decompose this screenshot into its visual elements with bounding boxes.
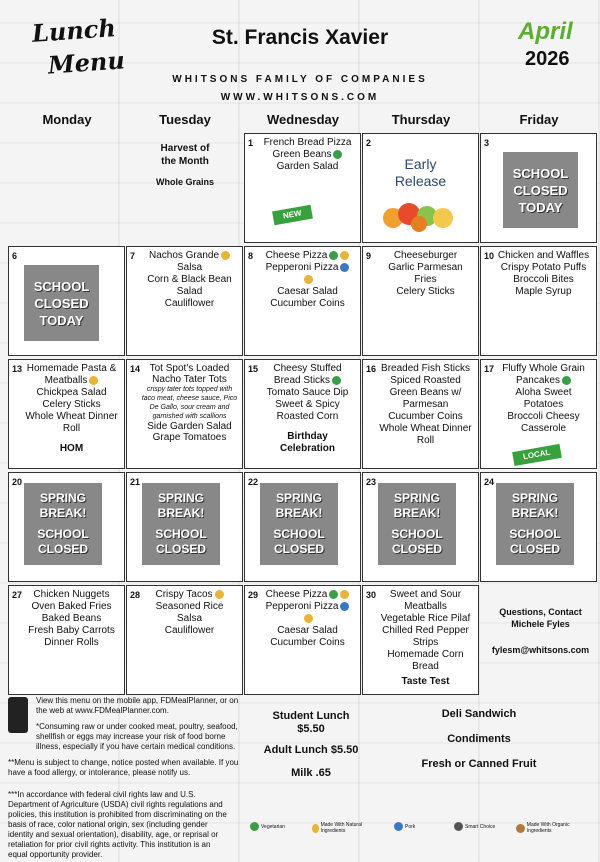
natural-ingredients-icon: [340, 590, 349, 599]
day-cell-15: [244, 359, 361, 469]
day-cell-9: [362, 246, 479, 356]
taste-test-note: Taste Test: [401, 676, 450, 687]
sign-text: CLOSED: [37, 542, 88, 556]
day-header-monday: Monday: [42, 112, 92, 127]
spring-break-sign: [260, 483, 338, 565]
menu-item: Aloha Sweet Potatoes: [515, 387, 572, 410]
menu-item: [259, 589, 356, 601]
legend-vegetarian: [248, 822, 285, 831]
menu-item: Seasoned Rice: [155, 601, 224, 612]
sign-text: SCHOOL: [509, 527, 561, 541]
company-website: WWW.WHITSONS.COM: [220, 92, 380, 103]
sign-text: SCHOOL: [37, 527, 89, 541]
sign-text: BREAK!: [157, 506, 205, 520]
menu-item: Salsa: [176, 613, 202, 624]
day-cell-28: [126, 585, 243, 695]
sign-text: SCHOOL: [391, 527, 443, 541]
legend-label: Vegetarian: [261, 823, 285, 830]
day-number: 29: [248, 590, 259, 600]
sign-text: SPRING: [511, 491, 558, 505]
vegetables-image: [381, 194, 461, 232]
menu-item-label: Homemade Pasta & Meatballs: [26, 363, 117, 386]
vegetarian-icon: [562, 376, 571, 385]
consume-note: *Consuming raw or under cooked meat, poultry, seafood, shellfish or eggs may increase your risk of food borne illness, especially if you have certain medical conditions.: [36, 722, 238, 751]
usda-text: ***In accordance with federal civil rights law and U.S. Department of Agriculture (USDA) civil rights regulations and policies, this institution is prohibited from discriminating on the basis of race, color national origin, sex (including gender identity and sexual orientation), disability, age, or reprisal or retaliation for prior civil rights activity. This institution is an equal opportunity provider.: [8, 790, 227, 859]
vegetarian-icon: [329, 251, 338, 260]
spring-break-sign: [142, 483, 220, 565]
menu-item-label: Pepperoni Pizza: [265, 262, 339, 273]
smart-choice-icon: [454, 822, 463, 831]
menu-item: Breaded Fish Sticks: [381, 363, 470, 374]
sign-text: TODAY: [518, 199, 563, 215]
day-cell-24: [480, 472, 597, 582]
sign-text: BREAK!: [39, 506, 87, 520]
sign-text: CLOSED: [391, 542, 442, 556]
day-cell-2: [362, 133, 479, 243]
deli-item: Condiments: [447, 733, 511, 745]
menu-item: Cucumber Coins: [270, 637, 345, 648]
sign-text: BREAK!: [275, 506, 323, 520]
menu-item: Corn & Black Bean Salad: [147, 274, 232, 297]
legend-label: Made With Organic Ingredients: [526, 822, 570, 834]
menu-item: Whole Wheat Dinner Roll: [25, 411, 118, 434]
menu-item: [259, 149, 356, 161]
day-header-thursday: Thursday: [391, 112, 451, 127]
natural-ingredients-icon: [304, 614, 313, 623]
natural-ingredients-icon: [89, 376, 98, 385]
menu-item: [23, 363, 120, 387]
menu-item: Cauliflower: [164, 625, 215, 636]
day-cell-14: [126, 359, 243, 469]
menu-title-menu: Menu: [47, 45, 126, 80]
sign-text: CLOSED: [34, 295, 89, 311]
vegetarian-icon: [333, 150, 342, 159]
pork-icon: [394, 822, 403, 831]
menu-item: Chickpea Salad: [36, 387, 107, 398]
year-label: 2026: [525, 48, 570, 70]
school-name: St. Francis Xavier: [211, 26, 389, 49]
day-cell-1: [244, 133, 361, 243]
prices: [256, 710, 366, 780]
contact-text: Questions, Contact Michele Fyles: [499, 607, 582, 629]
legend-label: Made With Natural Ingredients: [320, 822, 362, 834]
day-number: 3: [484, 138, 490, 148]
menu-item: [259, 613, 356, 625]
phone-icon: [8, 697, 28, 733]
early-release-text: Release: [394, 173, 447, 189]
menu-item: [259, 262, 356, 274]
student-price: Student Lunch $5.50: [272, 710, 350, 735]
change-note: **Menu is subject to change, notice posted when available. If you have a food allergy, or intolerance, please notify us.: [8, 758, 239, 777]
menu-item: Caesar Salad: [277, 286, 338, 297]
school-closed-sign: [503, 152, 578, 228]
menu-item: Dinner Rolls: [44, 637, 99, 648]
pork-icon: [340, 263, 349, 272]
sign-text: SPRING: [275, 491, 322, 505]
spring-break-sign: [378, 483, 456, 565]
day-cell-16: [362, 359, 479, 469]
menu-item: Caesar Salad: [277, 625, 338, 636]
hom-note: HOM: [59, 443, 84, 454]
day-number: 28: [130, 590, 141, 600]
day-number: 30: [366, 590, 377, 600]
day-cell-22: [244, 472, 361, 582]
natural-ingredients-icon: [304, 275, 313, 284]
menu-item: Garlic Parmesan Fries: [388, 262, 463, 285]
menu-item: Maple Syrup: [515, 286, 572, 297]
legend-organic: [514, 822, 594, 834]
menu-item: Broccoli Bites: [513, 274, 574, 285]
menu-item: Cauliflower: [164, 298, 215, 309]
sign-text: CLOSED: [509, 542, 560, 556]
menu-item: Chicken and Waffles: [497, 250, 590, 261]
usda-note: [8, 790, 592, 860]
menu-item: Celery Sticks: [396, 286, 455, 297]
menu-item-label: Cheese Pizza: [265, 589, 328, 600]
month-label: April: [518, 18, 573, 45]
day-number: 23: [366, 477, 377, 487]
menu-item: Crispy Potato Puffs: [500, 262, 587, 273]
deli-item: Fresh or Canned Fruit: [421, 758, 537, 770]
birthday-note: Birthday Celebration: [279, 431, 335, 454]
menu-item: [259, 250, 356, 262]
menu-item: Grape Tomatoes: [152, 432, 227, 443]
menu-item-label: Green Beans: [272, 149, 332, 160]
natural-ingredients-icon: [340, 251, 349, 260]
app-note: View this menu on the mobile app, FDMealPlanner, or on the web at www.FDMealPlanner.com.: [36, 696, 239, 715]
menu-item: Broccoli Cheesy Casserole: [507, 411, 580, 434]
legend-label: Smart Choice: [465, 823, 496, 830]
menu-item: [495, 363, 592, 387]
spring-break-sign: [496, 483, 574, 565]
menu-item: Chilled Red Pepper Strips: [382, 625, 469, 648]
menu-item: Spiced Roasted Green Beans w/ Parmesan: [389, 375, 462, 410]
legend-smart-choice: [452, 822, 496, 831]
sign-text: SCHOOL: [33, 278, 90, 294]
menu-item: Cucumber Coins: [388, 411, 463, 422]
day-number: 10: [484, 251, 495, 261]
day-number: 2: [366, 138, 372, 148]
sign-text: TODAY: [39, 312, 84, 328]
menu-item: [259, 601, 356, 613]
day-number: 27: [12, 590, 23, 600]
vegetarian-icon: [329, 590, 338, 599]
new-banner: NEW: [272, 205, 313, 226]
day-cell-6: [8, 246, 125, 356]
menu-item: Whole Wheat Dinner Roll: [379, 423, 472, 446]
early-release-text: Early: [404, 156, 437, 172]
day-cell-3: [480, 133, 597, 243]
vegetarian-icon: [250, 822, 259, 831]
sign-text: CLOSED: [155, 542, 206, 556]
menu-title-lunch: Lunch: [31, 13, 117, 48]
menu-item: Oven Baked Fries: [31, 601, 112, 612]
school-closed-sign: [24, 265, 99, 341]
sign-text: CLOSED: [513, 182, 568, 198]
day-number: 21: [130, 477, 141, 487]
day-number: 20: [12, 477, 23, 487]
menu-item-label: Fluffy Whole Grain Pancakes: [502, 363, 585, 386]
menu-item: [141, 250, 238, 262]
day-number: 14: [130, 364, 141, 374]
day-number: 8: [248, 251, 254, 261]
menu-item: Salsa: [176, 262, 202, 273]
menu-item-label: Cheesy Stuffed Bread Sticks: [273, 363, 342, 386]
sign-text: SCHOOL: [155, 527, 207, 541]
sign-text: BREAK!: [393, 506, 441, 520]
day-number: 16: [366, 364, 377, 374]
menu-item: Cucumber Coins: [270, 298, 345, 309]
menu-item: [259, 363, 356, 387]
day-cell-29: [244, 585, 361, 695]
menu-item: Chicken Nuggets: [33, 589, 110, 600]
sign-text: SPRING: [157, 491, 204, 505]
menu-item: Fresh Baby Carrots: [28, 625, 115, 636]
menu-item: [141, 589, 238, 601]
sign-text: SPRING: [39, 491, 86, 505]
day-cell-21: [126, 472, 243, 582]
day-header-friday: Friday: [519, 112, 559, 127]
day-number: 13: [12, 364, 23, 374]
harvest-subtitle: Whole Grains: [155, 177, 214, 187]
spring-break-sign: [24, 483, 102, 565]
day-header-wednesday: Wednesday: [266, 112, 339, 127]
day-cell-8: [244, 246, 361, 356]
day-number: 22: [248, 477, 259, 487]
harvest-title: Harvest of the Month: [160, 143, 210, 167]
legend-pork: [392, 822, 415, 831]
pork-icon: [340, 602, 349, 611]
company-name: WHITSONS FAMILY OF COMPANIES: [172, 74, 428, 85]
menu-item: Vegetable Rice Pilaf: [380, 613, 471, 624]
menu-item-description: crispy tater tots topped with taco meat, cheese sauce, Pico De Gallo, sour cream and garnished with scallions: [141, 386, 238, 420]
menu-item: Baked Beans: [41, 613, 102, 624]
organic-icon: [516, 824, 525, 833]
menu-item: [259, 274, 356, 286]
contact-email: fylesm@whitsons.com: [491, 645, 590, 655]
day-number: 17: [484, 364, 495, 374]
menu-item: French Bread Pizza: [263, 137, 352, 148]
contact-info: [488, 606, 593, 656]
menu-item-label: Pepperoni Pizza: [265, 601, 339, 612]
menu-item: Sweet & Spicy Roasted Corn: [275, 399, 340, 422]
day-cell-17: [480, 359, 597, 469]
day-number: 9: [366, 251, 372, 261]
local-banner: LOCAL: [512, 444, 561, 466]
menu-item: Sweet and Sour Meatballs: [389, 589, 462, 612]
harvest-of-month: [126, 142, 244, 189]
menu-item: Garden Salad: [276, 161, 339, 172]
day-number: 7: [130, 251, 136, 261]
menu-item-label: Crispy Tacos: [155, 589, 213, 600]
menu-item: Homemade Corn Bread: [387, 649, 464, 672]
day-cell-30: [362, 585, 479, 695]
sign-text: SCHOOL: [512, 165, 569, 181]
day-cell-27: [8, 585, 125, 695]
day-cell-10: [480, 246, 597, 356]
day-cell-23: [362, 472, 479, 582]
legend-label: Pork: [405, 823, 416, 830]
deli-item: Deli Sandwich: [441, 708, 517, 720]
day-number: 24: [484, 477, 495, 487]
menu-item-label: Nachos Grande: [148, 250, 220, 261]
milk-price: Milk .65: [291, 767, 331, 779]
day-number: 15: [248, 364, 259, 374]
natural-ingredients-icon: [221, 251, 230, 260]
menu-item: Side Garden Salad: [147, 421, 232, 432]
vegetarian-icon: [332, 376, 341, 385]
day-cell-20: [8, 472, 125, 582]
legend-natural: [310, 822, 370, 834]
menu-item-label: Cheese Pizza: [265, 250, 328, 261]
menu-item: Tot Spot's Loaded Nacho Tater Tots: [149, 363, 230, 385]
day-header-tuesday: Tuesday: [159, 112, 211, 127]
sign-text: BREAK!: [511, 506, 559, 520]
menu-item: Tomato Sauce Dip: [266, 387, 349, 398]
adult-price: Adult Lunch $5.50: [263, 744, 359, 756]
day-cell-7: [126, 246, 243, 356]
day-cell-13: [8, 359, 125, 469]
natural-ingredients-icon: [215, 590, 224, 599]
sign-text: CLOSED: [273, 542, 324, 556]
sign-text: SPRING: [393, 491, 440, 505]
menu-item: Celery Sticks: [42, 399, 101, 410]
deli-options: [404, 708, 554, 771]
natural-ingredients-icon: [312, 824, 319, 833]
day-number: 6: [12, 251, 18, 261]
sign-text: SCHOOL: [273, 527, 325, 541]
menu-item: Cheeseburger: [393, 250, 458, 261]
day-number: 1: [248, 138, 254, 148]
